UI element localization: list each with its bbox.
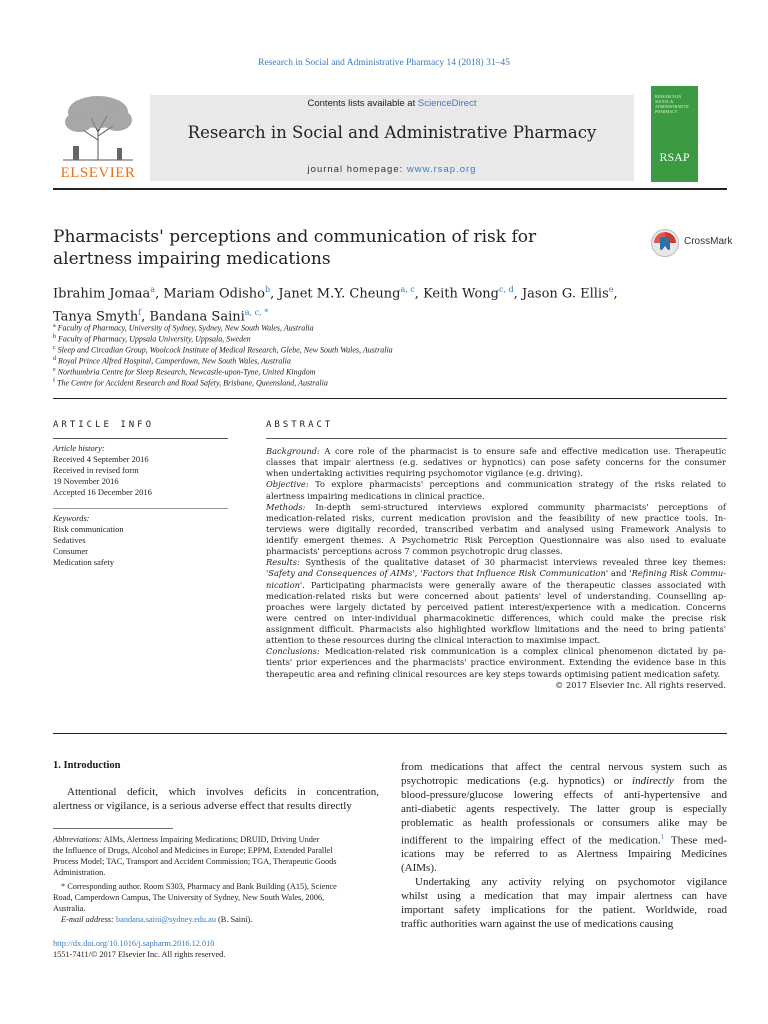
journal-cover-thumbnail[interactable] <box>651 86 698 182</box>
email-link[interactable]: bandana.saini@sydney.edu.au <box>116 915 216 924</box>
abstract-body <box>266 446 726 691</box>
text-segment: To explore pharmacists' perceptions and communication strategy of the risks related to <box>308 479 726 490</box>
elsevier-logo <box>53 90 143 182</box>
text-segment: (AIMs). <box>401 862 437 874</box>
cover-text: RESEARCH IN SOCIAL & ADMINISTRATIVE PHARMACY <box>655 94 689 114</box>
affiliation-sup: d <box>53 356 56 362</box>
text-line <box>53 786 379 800</box>
text-segment: ', ' <box>412 568 423 579</box>
affiliation-sup: b <box>53 334 56 340</box>
text-segment: medication-related risks but were concerned about patients' level of understanding. Counselling ap- <box>266 590 726 601</box>
abbrev-line: the Influence of Drugs, Alcohol and Medicines in Europe; EPPM, Extended Parallel <box>53 846 333 855</box>
author-affil-sup[interactable]: a, c, * <box>244 308 269 318</box>
header-divider <box>53 188 727 190</box>
keywords-rule <box>53 508 228 509</box>
affiliation-sup: a <box>53 323 56 329</box>
italic-text: Conclusions: <box>266 646 320 657</box>
author-name[interactable]: Janet M.Y. Cheung <box>278 286 401 302</box>
text-line <box>401 817 727 831</box>
text-line <box>401 890 727 904</box>
keyword-list <box>53 513 228 568</box>
author-name[interactable]: Ibrahim Jomaa <box>53 286 151 302</box>
abbrev-line: Administration. <box>53 868 106 877</box>
italic-text: Factors that Influence Risk Communication <box>422 568 606 579</box>
text-segment: pharmacists' perceptions across 7 common psychotropic drug classes. <box>266 546 563 557</box>
corresponding-line: Road, Camperdown Campus, The University of Sydney, New South Wales, 2006, <box>53 893 325 902</box>
affiliation <box>53 376 328 389</box>
affiliation-sup: c <box>53 345 56 351</box>
keyword: Consumer <box>53 546 88 556</box>
abbrev-text: AIMs, Alertness Impairing Medications; DRUID, Driving Under <box>102 835 320 844</box>
text-line <box>266 646 726 657</box>
text-segment: from medications that affect the central nervous system such as <box>401 761 727 773</box>
text-line <box>401 831 727 849</box>
journal-title: Research in Social and Administrative Pharmacy <box>187 123 597 142</box>
text-segment: attention to these resources during the clinical interaction to maximise impact. <box>266 635 601 646</box>
publisher-name: ELSEVIER <box>60 165 136 181</box>
text-line <box>401 862 727 876</box>
text-segment: identify emergent themes. A Psychometric Risk Perception Questionnaire was also used to evaluate <box>266 535 726 545</box>
text-line <box>401 876 727 890</box>
text-line <box>266 602 726 613</box>
affiliation-sup: f <box>53 378 55 384</box>
text-line <box>401 848 727 862</box>
intro-right-column <box>401 761 727 932</box>
affiliation-text: Northumbria Centre for Sleep Research, Newcastle-upon-Tyne, United Kingdom <box>57 367 316 377</box>
reference-link[interactable]: 1 <box>660 832 665 841</box>
italic-text: Methods: <box>266 501 306 512</box>
email-line <box>53 914 379 925</box>
affiliation-text: Faculty of Pharmacy, University of Sydney, Sydney, New South Wales, Australia <box>57 323 314 333</box>
text-segment: Synthesis of the qualitative dataset of 30 pharmacist interviews revealed three key themes: <box>299 557 726 568</box>
text-segment: Attentional deficit, which involves deficits in concentration, <box>67 786 379 798</box>
article-info-rule <box>53 438 228 439</box>
author-name[interactable]: Mariam Odisho <box>163 286 265 302</box>
text-line <box>266 502 726 513</box>
keyword: Sedatives <box>53 535 86 545</box>
text-segment: anti-diabetic agents respectively. The latter group is especially <box>401 802 727 815</box>
text-segment: A core role of the pharmacist is to ensure safe and effective medication use. Therapeutic <box>319 446 726 456</box>
italic-text: Objective: <box>266 479 309 490</box>
crossmark-label: CrossMark <box>684 236 733 247</box>
text-segment: '. Participating pharmacists were generally aware of the therapeutic classes associated with <box>299 579 726 590</box>
abbrev-label: Abbreviations: <box>53 835 103 844</box>
italic-text: Background: <box>266 446 320 456</box>
text-line <box>266 491 726 502</box>
history-label: Article history: <box>53 443 105 453</box>
italic-text: nication <box>266 579 300 590</box>
homepage-link[interactable]: www.rsap.org <box>406 164 477 175</box>
text-line <box>266 657 726 668</box>
history-entry: 19 November 2016 <box>53 476 119 486</box>
text-line <box>266 624 726 635</box>
affiliation-text: Sleep and Circadian Group, Woolcock Institute of Medical Research, Glebe, New South Wales, Australia <box>57 345 393 355</box>
abstract-rule <box>266 438 727 439</box>
text-line <box>266 479 726 490</box>
sciencedirect-link[interactable]: ScienceDirect <box>417 98 477 109</box>
text-segment: blood-pressure/glucose lowering effects of anti-hypertensive and <box>401 788 727 801</box>
text-line <box>266 613 726 624</box>
text-segment: In-depth semi-structured interviews explored community pharmacists' perceptions of <box>305 501 726 512</box>
text-segment: therapeutic area and refining clinical resources are key steps towards optimising patient medication safety. <box>266 668 720 679</box>
journal-banner <box>150 95 634 181</box>
text-line <box>53 800 379 814</box>
text-segment: indifferent to the impairing effect of the medication. <box>401 834 661 847</box>
text-segment: whilst using a medication that may impair alertness can have <box>401 889 727 902</box>
text-line <box>266 446 726 457</box>
italic-text: Refining Risk Commu- <box>631 568 726 579</box>
text-segment: tients' prior experiences and the pharmacists' practice environment. Extending the evidence base in this <box>266 657 726 668</box>
text-line <box>401 803 727 817</box>
abstract-divider <box>53 733 727 734</box>
text-line <box>266 669 726 680</box>
section-heading-introduction: 1. Introduction <box>53 760 121 771</box>
text-line <box>401 789 727 803</box>
text-line <box>266 568 726 579</box>
cover-abbr: RSAP <box>659 150 690 164</box>
text-line <box>266 591 726 602</box>
text-segment: ications may be referred to as Alertness Impairing Medicines <box>401 848 727 861</box>
text-segment: These med- <box>664 834 727 847</box>
text-segment: Medication-related risk communication is a complex clinical phenomenon dictated by pa- <box>319 646 726 657</box>
intro-right-lines <box>401 761 727 932</box>
article-info-heading: ARTICLE INFO <box>53 420 155 430</box>
journal-citation[interactable]: Research in Social and Administrative Pharmacy 14 (2018) 31–45 <box>258 58 510 68</box>
history-entry: Received 4 September 2016 <box>53 454 149 464</box>
text-line <box>266 546 726 557</box>
text-segment: when undertaking activities requiring psychomotor vigilance (e.g. driving). <box>266 468 583 479</box>
history-entry: Received in revised form <box>53 465 139 475</box>
text-line <box>401 761 727 775</box>
crossmark-icon <box>650 228 680 258</box>
text-line <box>266 513 726 524</box>
text-segment: Undertaking any activity relying on psychomotor vigilance <box>415 875 727 888</box>
author-name[interactable]: Keith Wong <box>423 286 500 302</box>
abstract-heading: ABSTRACT <box>266 420 334 430</box>
text-segment: traffic authorities warn against the use of medications causing <box>401 917 674 930</box>
abstract-copyright: © 2017 Elsevier Inc. All rights reserved. <box>555 679 726 690</box>
text-segment: problematic as health professionals or consumers alike may be <box>401 816 727 829</box>
affiliation-text: Faculty of Pharmacy, Uppsala University, Uppsala, Sweden <box>58 334 251 344</box>
metadata-divider <box>53 398 727 399</box>
email-suffix: (B. Saini). <box>215 915 253 924</box>
text-segment: assignment difficult. Pharmacists also highlighted workflow limitations and the need to bring patients' <box>266 624 726 634</box>
author-name[interactable]: Jason G. Ellis <box>521 286 609 302</box>
text-line <box>266 580 726 591</box>
article-history <box>53 443 228 498</box>
text-segment: medication-related risks, current medication provision and the feasibility of new practice tools. In- <box>266 512 726 523</box>
text-segment: were centred on inter-individual pharmacokinetic differences, which could make the precise risk <box>266 612 726 623</box>
text-line <box>266 524 726 535</box>
email-label: E-mail address: <box>61 915 114 924</box>
author-name[interactable]: Bandana Saini <box>149 309 245 325</box>
affiliation-text: The Centre for Accident Research and Road Safety, Brisbane, Queensland, Australia <box>57 378 328 388</box>
italic-text: indirectly <box>632 774 674 787</box>
abbreviations-footnote <box>53 834 379 925</box>
italic-text: Results: <box>266 557 300 568</box>
text-segment: alertness or vigilance, is a serious adverse effect that results directly <box>53 799 352 812</box>
author-affil-sup[interactable]: f <box>138 308 142 318</box>
abbrev-line <box>53 834 379 845</box>
author-affil-sup[interactable]: a, c <box>400 285 415 294</box>
author-affil-sup[interactable]: b <box>264 285 271 294</box>
affiliation-sup: e <box>53 367 56 373</box>
text-segment: classes that impair alertness (e.g. sedatives or hypnotics) can pose safety concerns for the consumer <box>266 457 726 468</box>
text-line <box>401 918 727 932</box>
author-affil-sup[interactable]: e <box>608 285 614 294</box>
text-segment: terviews were digitally recorded, transcribed verbatim and analysed using Framework Analysis to <box>266 523 726 534</box>
keywords-label: Keywords: <box>53 513 90 523</box>
elsevier-tree-icon <box>53 90 143 164</box>
corresponding-line: * Corresponding author. Room S303, Pharmacy and Bank Building (A15), Science <box>61 882 337 891</box>
corresponding-line: Australia. <box>53 904 86 913</box>
text-segment: proaches were largely dictated by perceived patient interest/experience with a medication. Concerns <box>266 601 726 612</box>
intro-left-column <box>53 786 379 814</box>
footnote-rule <box>53 828 173 829</box>
contents-line <box>150 98 634 109</box>
doi-link[interactable]: http://dx.doi.org/10.1016/j.sapharm.2016.12.010 <box>53 939 215 948</box>
text-line <box>266 557 726 568</box>
abbrev-line: Process Model; TAC, Transport and Accident Commission; TGA, Therapeutic Goods <box>53 857 337 866</box>
text-segment: ' and ' <box>605 568 632 579</box>
author-list: Ibrahim Jomaa$^a$, Mariam Odisho$^b$, Janet M.Y. Cheung$^{a, c}$, Keith Wong$^{c, d}$, Jason G. Ellis$^e$, Tanya Smyth$^f$, Bandana Saini$^{a, c, *}$ <box>53 285 618 325</box>
homepage-prefix: journal homepage: <box>307 164 407 175</box>
text-line <box>266 457 726 468</box>
intro-left-lines <box>53 786 379 814</box>
text-line <box>266 468 726 479</box>
text-segment: ' <box>266 568 269 579</box>
text-segment: important safety implications for the patient. Worldwide, road <box>401 903 727 916</box>
author-name[interactable]: Tanya Smyth <box>53 309 139 325</box>
affiliation-text: Royal Prince Alfred Hospital, Camperdown, New South Wales, Australia <box>58 356 291 366</box>
italic-text: Safety and Consequences of AIMs <box>268 568 413 579</box>
text-line <box>401 775 727 789</box>
history-entry: Accepted 16 December 2016 <box>53 487 152 497</box>
text-line <box>401 904 727 918</box>
text-line <box>266 635 726 646</box>
doi-block <box>53 938 225 960</box>
homepage-line <box>150 164 634 175</box>
crossmark-badge[interactable] <box>650 228 733 258</box>
contents-prefix: Contents lists available at <box>307 98 418 109</box>
text-segment: psychotropic medications (e.g. hypnotics) or <box>401 774 633 787</box>
keyword: Medication safety <box>53 557 115 567</box>
author-affil-sup[interactable]: c, d <box>499 285 514 294</box>
article-title: Pharmacists' perceptions and communication of risk for alertness impairing medications <box>53 227 537 269</box>
text-line <box>266 535 726 546</box>
author-affil-sup[interactable]: a <box>150 285 156 294</box>
issn-line: 1551-7411/© 2017 Elsevier Inc. All rights reserved. <box>53 950 226 959</box>
text-segment: from the <box>673 774 727 787</box>
text-segment: alertness impairing medications in clinical practice. <box>266 490 485 501</box>
keyword: Risk communication <box>53 524 124 534</box>
abstract-lines <box>266 446 726 680</box>
